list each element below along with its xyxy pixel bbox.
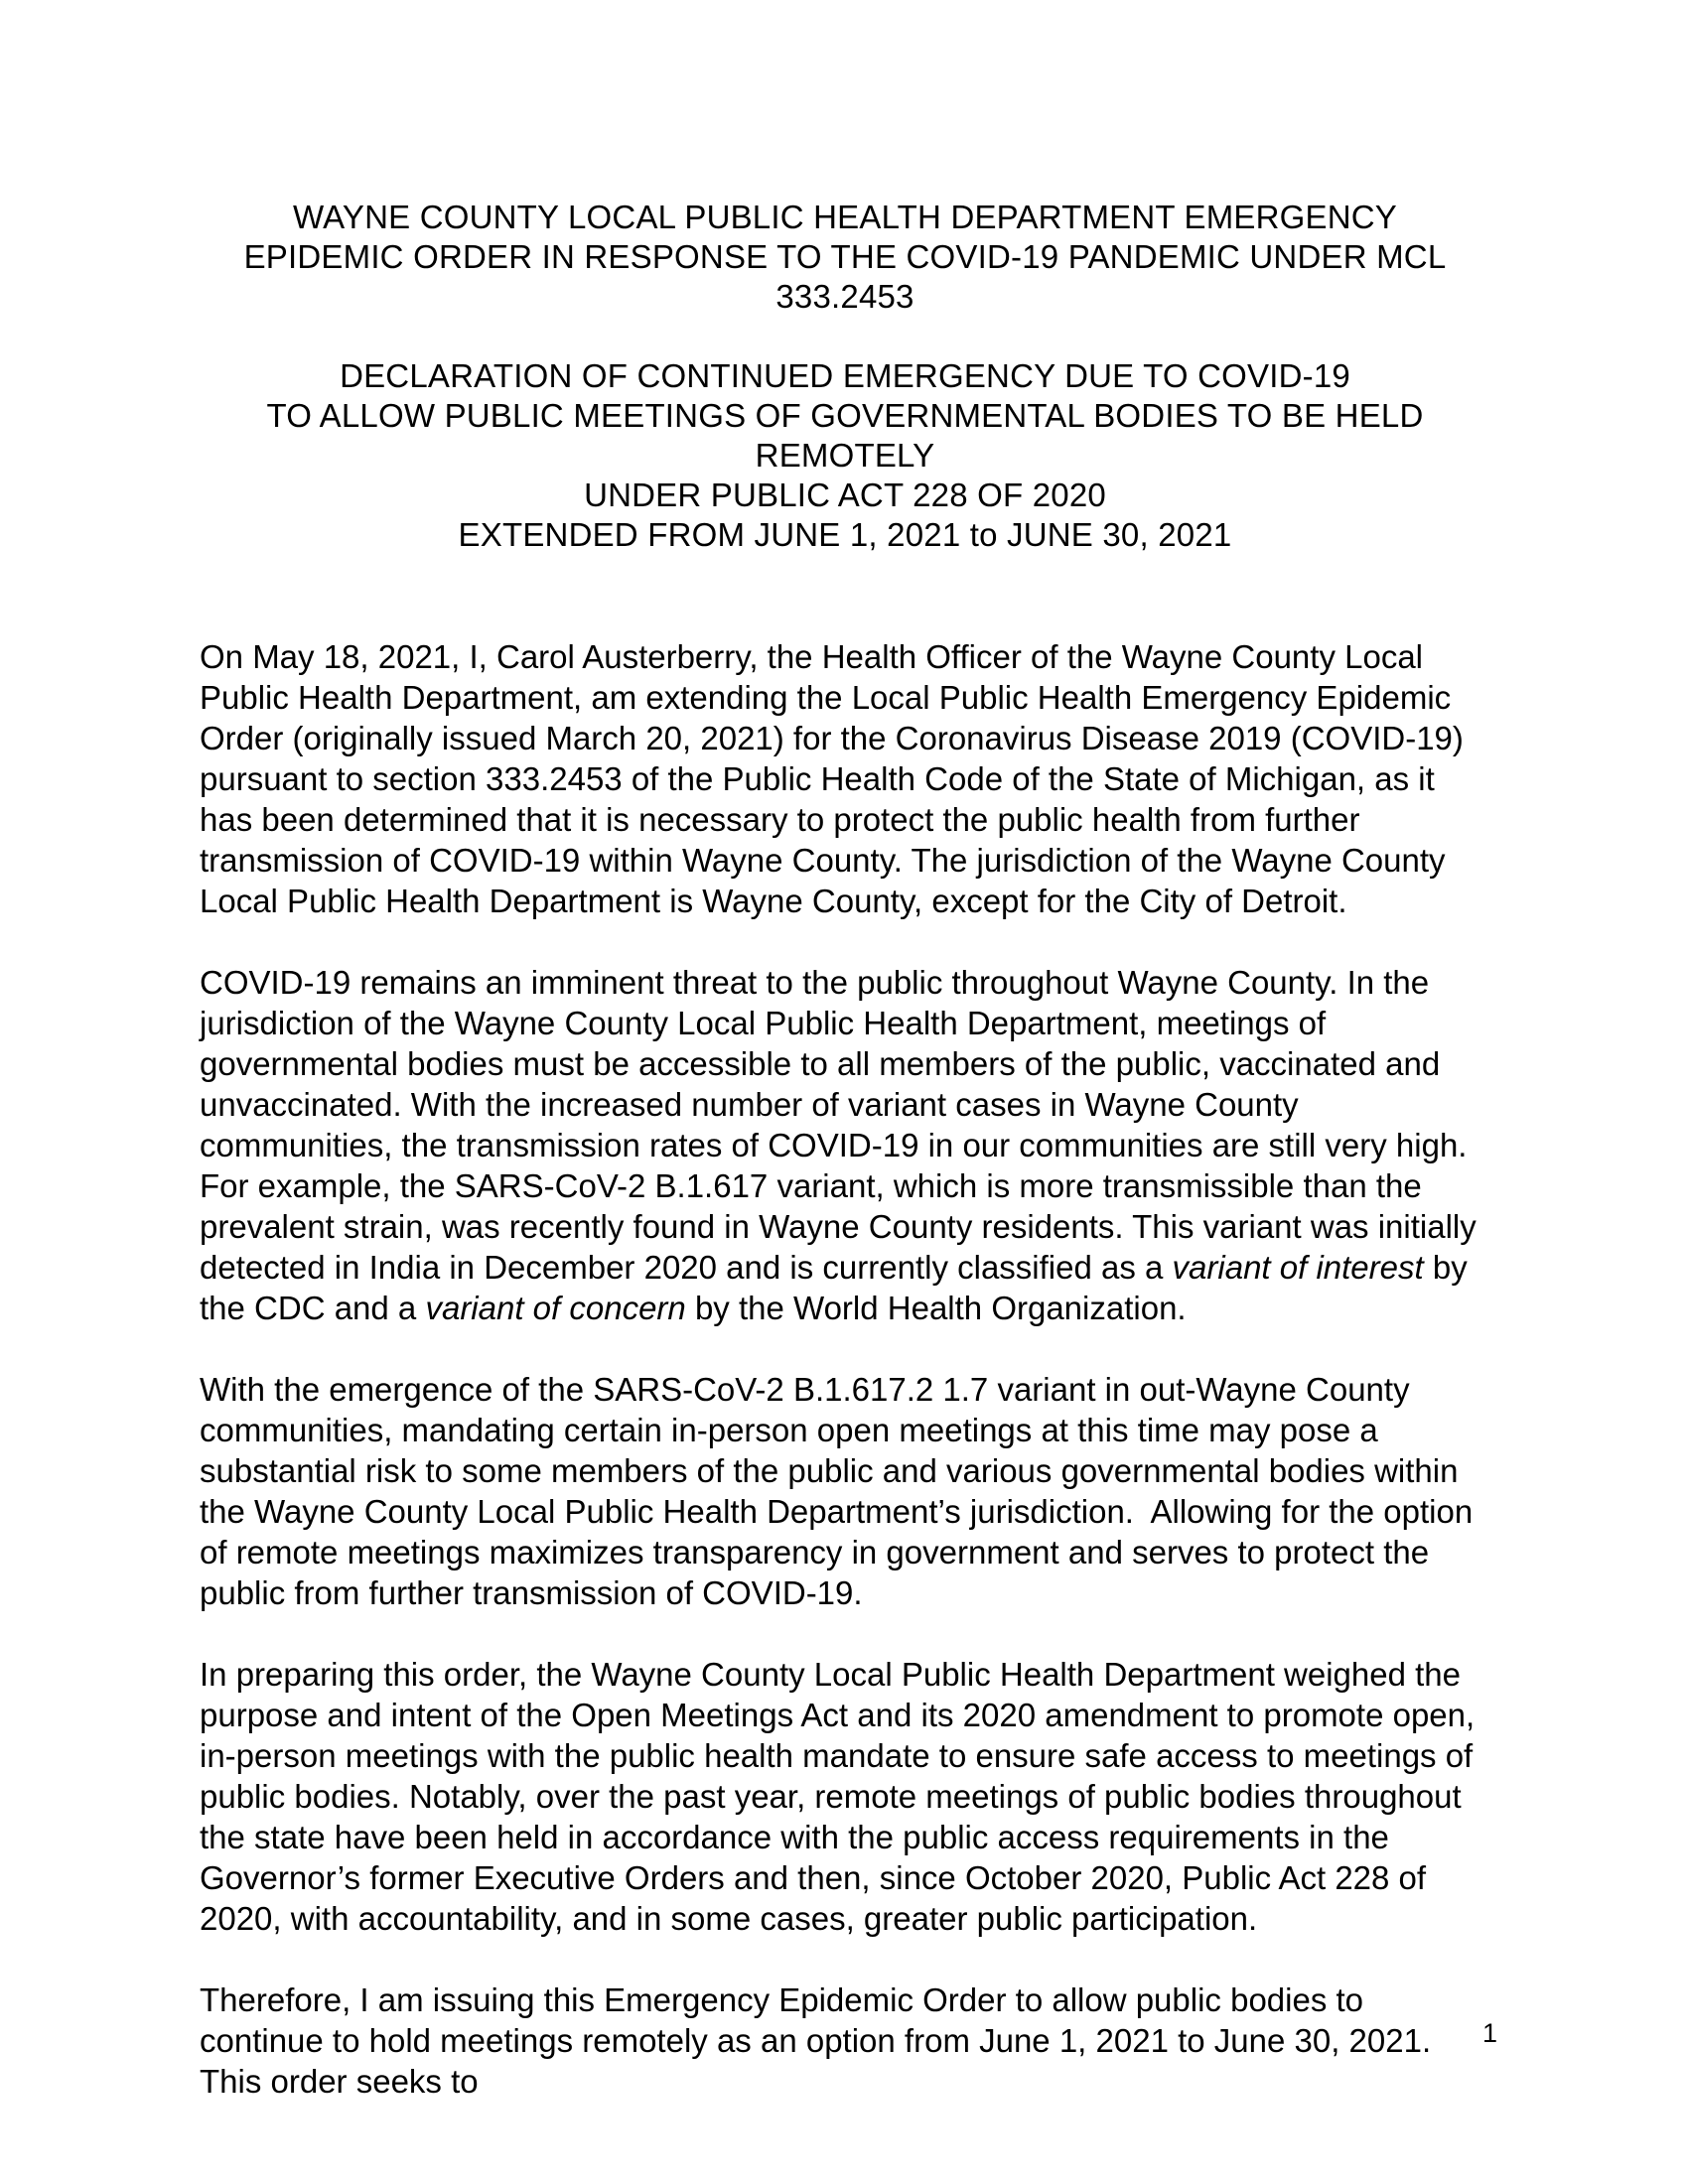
text-segment: by the CDC and a bbox=[200, 1249, 1477, 1326]
title-line: EXTENDED FROM JUNE 1, 2021 to JUNE 30, 2021 bbox=[458, 516, 1232, 553]
text-segment: COVID-19 remains an imminent threat to the public throughout Wayne County. In the jurisdiction of the Wayne County Local Public Health Department, meetings of governmental bodies must be accessible to all members of the public, vaccinated and unvaccinated. With the increased number of variant cases in Wayne County communities, the transmission rates of COVID-19 in our communities are still very high. For example, the SARS-CoV-2 B.1.617 variant, which is more transmissible than the prevalent strain, was recently found in Wayne County residents. This variant was initially detected in India in December 2020 and is currently classified as a bbox=[200, 964, 1485, 1286]
paragraph bbox=[200, 962, 1490, 1328]
page-number: 1 bbox=[1481, 2018, 1497, 2048]
paragraph bbox=[200, 1369, 1490, 1613]
document-body bbox=[200, 636, 1490, 2102]
text-segment: In preparing this order, the Wayne County Local Public Health Department weighed the purpose and intent of the Open Meetings Act and its 2020 amendment to promote open, in-person meetings with the public health mandate to ensure safe access to meetings of public bodies. Notably, over the past year, remote meetings of public bodies throughout the state have been held in accordance with the public access requirements in the Governor’s former Executive Orders and then, since October 2020, Public Act 228 of 2020, with accountability, and in some cases, greater public participation. bbox=[200, 1656, 1484, 1937]
title-block-declaration bbox=[200, 356, 1490, 555]
text-segment: On May 18, 2021, I, Carol Austerberry, the Health Officer of the Wayne County Local Public Health Department, am extending the Local Public Health Emergency Epidemic Order (originally issued March 20, 2021) for the Coronavirus Disease 2019 (COVID-19) pursuant to section 333.2453 of the Public Health Code of the State of Michigan, as it has been determined that it is necessary to protect the public health from further transmission of COVID-19 within Wayne County. The jurisdiction of the Wayne County Local Public Health Department is Wayne County, except for the City of Detroit. bbox=[200, 638, 1474, 919]
title-line: TO ALLOW PUBLIC MEETINGS OF GOVERNMENTAL BODIES TO BE HELD REMOTELY bbox=[266, 397, 1424, 474]
title-line: UNDER PUBLIC ACT 228 OF 2020 bbox=[584, 477, 1106, 513]
title-block-order bbox=[200, 198, 1490, 317]
title-line: EPIDEMIC ORDER IN RESPONSE TO THE COVID-19 PANDEMIC UNDER MCL 333.2453 bbox=[243, 238, 1447, 315]
italic-text-segment: variant of interest bbox=[1172, 1249, 1424, 1286]
paragraph bbox=[200, 636, 1490, 921]
paragraph bbox=[200, 1979, 1490, 2102]
document-title bbox=[200, 198, 1490, 555]
text-segment: With the emergence of the SARS-CoV-2 B.1.617.2 1.7 variant in out-Wayne County communities, mandating certain in-person open meetings at this time may pose a substantial risk to some members of the public and various governmental bodies within the Wayne County Local Public Health Department’s jurisdiction. Allowing for the option of remote meetings maximizes transparency in government and serves to protect the public from further transmission of COVID-19. bbox=[200, 1371, 1482, 1611]
text-segment: Therefore, I am issuing this Emergency Epidemic Order to allow public bodies to continue to hold meetings remotely as an option from June 1, 2021 to June 30, 2021. This order seeks to bbox=[200, 1981, 1440, 2100]
paragraph bbox=[200, 1654, 1490, 1939]
italic-text-segment: variant of concern bbox=[425, 1290, 686, 1326]
title-line: DECLARATION OF CONTINUED EMERGENCY DUE TO COVID-19 bbox=[340, 357, 1350, 394]
title-line: WAYNE COUNTY LOCAL PUBLIC HEALTH DEPARTMENT EMERGENCY bbox=[292, 199, 1398, 235]
text-segment: by the World Health Organization. bbox=[685, 1290, 1187, 1326]
